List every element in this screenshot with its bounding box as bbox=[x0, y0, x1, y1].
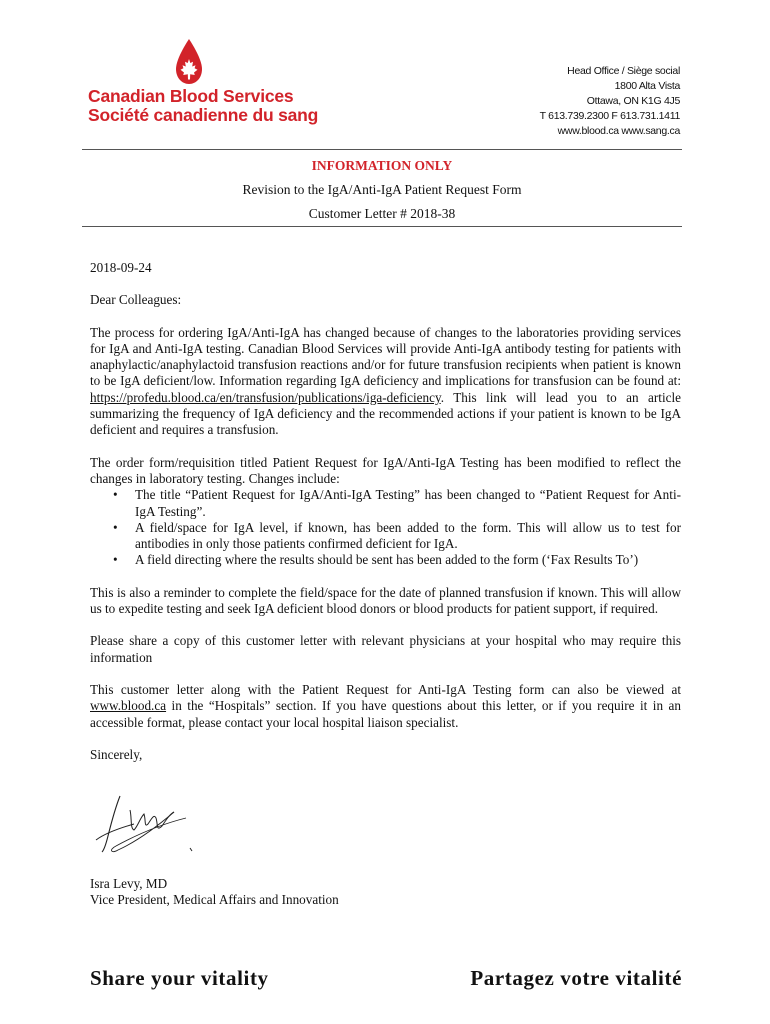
address-line: www.blood.ca www.sang.ca bbox=[557, 125, 680, 137]
profedu-link[interactable]: https://profedu.blood.ca/en/transfusion/publications/iga-deficiency bbox=[90, 389, 441, 405]
paragraph-1: The process for ordering IgA/Anti-IgA has changed because of changes to the laboratories providing services for IgA and Anti-IgA testing. Canadian Blood Services will provide Anti-IgA antibody testing for patients with anaphylactic/anaphylactoid transfusion reactions and/or for future transfusion recipients when patient is known to be IgA deficient/low. Information regarding IgA deficiency and implications for transfusion can be found at: https://profedu.blood.ca/en/transfusion/publications/iga-deficiency. This link will lead you to an article summarizing the frequency of IgA deficiency and the recommended actions if your patient is known to be IgA deficient and requires a transfusion. bbox=[90, 324, 681, 438]
letter-number: Customer Letter # 2018-38 bbox=[308, 206, 456, 221]
closing: Sincerely, bbox=[90, 746, 143, 762]
list-item: • The title “Patient Request for IgA/Anti-IgA Testing” has been changed to “Patient Request for Anti-IgA Testing”. bbox=[135, 487, 681, 520]
letter-date: 2018-09-24 bbox=[90, 260, 152, 275]
paragraph-2: The order form/requisition titled Patient Request for IgA/Anti-IgA Testing has been modified to reflect the changes in laboratory testing. Changes include: bbox=[90, 454, 681, 486]
list-item: • A field/space for IgA level, if known, has been added to the form. This will allow us to test for antibodies in only those patients confirmed deficient for IgA. bbox=[135, 520, 681, 553]
blood-ca-link[interactable]: www.blood.ca bbox=[90, 698, 167, 714]
signer-block bbox=[90, 876, 339, 909]
signer-title: Vice President, Medical Affairs and Innovation bbox=[90, 892, 339, 908]
information-only-label: INFORMATION ONLY bbox=[311, 158, 453, 173]
handwritten-signature bbox=[90, 788, 200, 860]
address-line: Head Office / Siège social bbox=[567, 65, 680, 77]
blood-drop-maple-leaf-icon bbox=[174, 38, 204, 86]
signer-name: Isra Levy, MD bbox=[90, 876, 168, 891]
logo-text-english: Canadian Blood Services bbox=[88, 86, 294, 106]
header-divider-top bbox=[82, 149, 682, 150]
letter-body bbox=[90, 260, 681, 779]
footer-tagline-french: Partagez votre vitalité bbox=[470, 966, 682, 990]
greeting: Dear Colleagues: bbox=[90, 292, 182, 308]
head-office-address bbox=[540, 64, 680, 139]
paragraph-4: Please share a copy of this customer letter with relevant physicians at your hospital who may require this information bbox=[90, 633, 681, 665]
brand-logo bbox=[88, 38, 319, 128]
header-divider-bottom bbox=[82, 226, 682, 227]
address-line: T 613.739.2300 F 613.731.1411 bbox=[539, 110, 680, 122]
address-line: Ottawa, ON K1G 4J5 bbox=[586, 95, 680, 107]
paragraph-3: This is also a reminder to complete the field/space for the date of planned transfusion if known. This will allow us to expedite testing and seek IgA deficient blood donors or blood products for patient support, if required. bbox=[90, 584, 681, 617]
changes-list bbox=[90, 487, 681, 568]
list-item: • A field directing where the results should be sent has been added to the form (‘Fax Results To’) bbox=[135, 552, 681, 568]
paragraph-5: This customer letter along with the Patient Request for Anti-IgA Testing form can also be viewed at www.blood.ca in the “Hospitals” section. If you have questions about this letter, or if you require it in an accessible format, please contact your local hospital liaison specialist. bbox=[90, 681, 681, 730]
letter-subject: Revision to the IgA/Anti-IgA Patient Request Form bbox=[242, 182, 522, 197]
footer-tagline-english: Share your vitality bbox=[90, 966, 269, 990]
address-line: 1800 Alta Vista bbox=[614, 80, 680, 92]
logo-text-french: Société canadienne du sang bbox=[88, 105, 319, 125]
